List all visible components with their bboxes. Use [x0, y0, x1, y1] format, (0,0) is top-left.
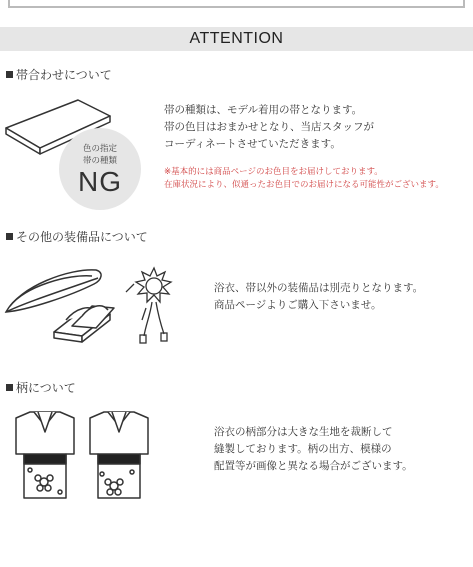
section-title-accessories — [6, 228, 148, 245]
kanzashi-flower-icon — [124, 262, 184, 346]
section-note-obi — [164, 166, 444, 192]
desc-line: 浴衣の柄部分は大きな生地を裁断して — [214, 426, 393, 438]
note-line: ※基本的には商品ページのお色目をお届けしております。 — [164, 167, 383, 177]
section-title-text: 柄について — [16, 381, 76, 395]
desc-line: 配置等が画像と異なる場合がございます。 — [214, 460, 413, 472]
square-bullet-icon — [6, 71, 13, 78]
section-desc-pattern — [214, 424, 413, 475]
section-title-pattern — [6, 379, 76, 396]
attention-header — [0, 27, 473, 51]
top-frame-edge — [0, 0, 473, 12]
desc-line: 帯の種類は、モデル着用の帯となります。 — [164, 104, 363, 116]
ng-badge — [59, 128, 141, 210]
square-bullet-icon — [6, 384, 13, 391]
section-desc-accessories — [214, 280, 423, 314]
section-desc-obi — [164, 102, 374, 153]
yukata-icon — [14, 410, 76, 500]
section-title-text: その他の装備品について — [16, 230, 148, 244]
desc-line: コーディネートさせていただきます。 — [164, 138, 341, 150]
attention-title: ATTENTION — [189, 30, 284, 47]
note-line: 在庫状況により、似通ったお色目でのお届けになる可能性がございます。 — [164, 180, 444, 190]
desc-line: 帯の色目はおまかせとなり、当店スタッフが — [164, 121, 374, 133]
desc-line: 縫製しております。柄の出方、模様の — [214, 443, 392, 455]
badge-ng: NG — [78, 166, 122, 197]
section-title-text: 帯合わせについて — [16, 68, 112, 82]
desc-line: 浴衣、帯以外の装備品は別売りとなります。 — [214, 282, 424, 294]
badge-line1: 色の指定 — [82, 144, 117, 154]
geta-sandals-icon — [52, 298, 122, 350]
desc-line: 商品ページよりご購入下さいませ。 — [214, 299, 382, 311]
section-title-obi — [6, 66, 112, 83]
yukata-icon — [88, 410, 150, 500]
square-bullet-icon — [6, 233, 13, 240]
badge-line2: 帯の種類 — [82, 156, 117, 166]
